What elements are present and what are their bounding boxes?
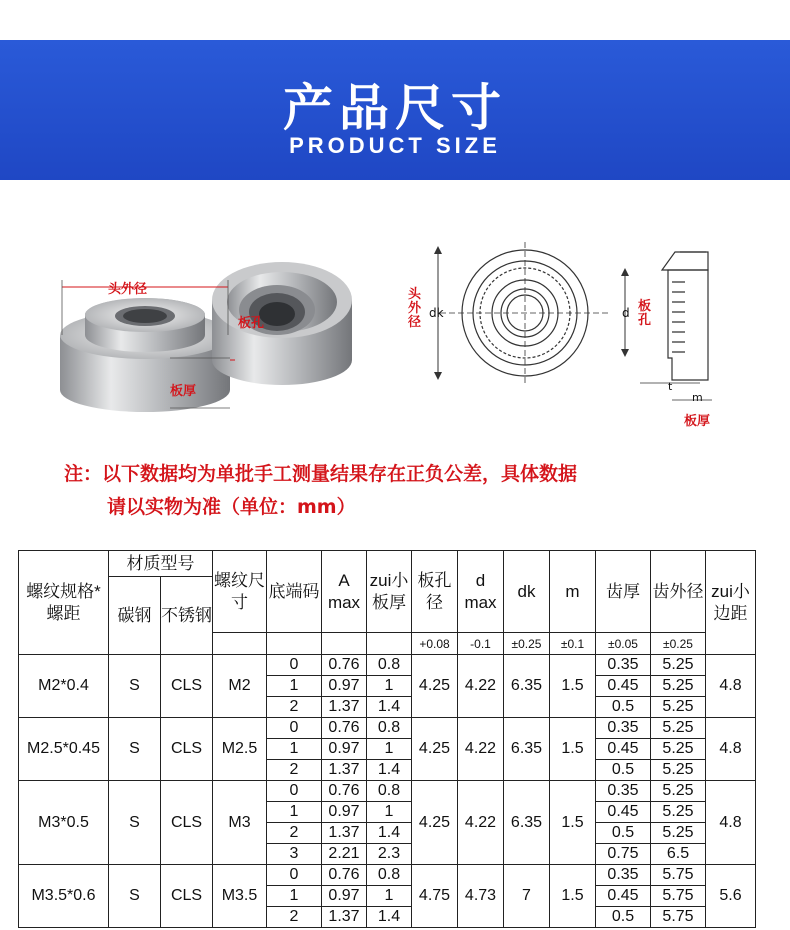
cell-tooth-od: 5.25 (651, 760, 706, 781)
cell-code: 2 (267, 697, 322, 718)
tol-dk: ±0.25 (504, 633, 550, 655)
cell-dk: 6.35 (504, 655, 550, 718)
cell-tooth-thick: 0.5 (596, 907, 651, 928)
cell-tooth-od: 5.25 (651, 781, 706, 802)
cell-code: 3 (267, 844, 322, 865)
cell-a-max: 2.21 (322, 844, 367, 865)
cell-tooth-thick: 0.35 (596, 718, 651, 739)
cell-d: 4.22 (458, 718, 504, 781)
cell-tooth-thick: 0.5 (596, 697, 651, 718)
cell-tooth-thick: 0.45 (596, 802, 651, 823)
cell-a-max: 0.76 (322, 655, 367, 676)
header-stainless: 不锈钢 (161, 577, 213, 655)
cell-tooth-od: 5.25 (651, 823, 706, 844)
cell-code: 1 (267, 676, 322, 697)
cell-min-plate: 0.8 (367, 781, 412, 802)
diagram-label-plate-hole: 板孔 (638, 299, 652, 328)
cell-min-plate: 0.8 (367, 718, 412, 739)
cell-hole: 4.25 (412, 655, 458, 718)
cell-a-max: 0.97 (322, 886, 367, 907)
cell-min-plate: 1 (367, 676, 412, 697)
label-plate-thickness: 板厚 (170, 384, 197, 399)
diagram-label-head-diameter: 头外径 (408, 287, 422, 330)
cell-a-max: 0.97 (322, 676, 367, 697)
cell-tooth-od: 6.5 (651, 844, 706, 865)
cell-spec: M2.5*0.45 (19, 718, 109, 781)
cell-carbon: S (109, 655, 161, 718)
cell-min-plate: 1.4 (367, 907, 412, 928)
page-title: 产品尺寸 (283, 79, 507, 137)
diagram-label-m: m (692, 391, 703, 404)
cell-carbon: S (109, 781, 161, 865)
tol-tooth-thick: ±0.05 (596, 633, 651, 655)
cell-stainless: CLS (161, 781, 213, 865)
header-hole: 板孔径 (412, 551, 458, 633)
cell-a-max: 1.37 (322, 760, 367, 781)
cell-tooth-thick: 0.35 (596, 781, 651, 802)
cell-code: 2 (267, 760, 322, 781)
cell-thread: M2 (213, 655, 267, 718)
cell-code: 1 (267, 802, 322, 823)
tol-d: -0.1 (458, 633, 504, 655)
cell-min-plate: 1.4 (367, 697, 412, 718)
cell-d: 4.73 (458, 865, 504, 928)
page-subtitle: PRODUCT SIZE (289, 133, 501, 158)
header-bottom-code: 底端码 (267, 551, 322, 633)
cell-tooth-od: 5.25 (651, 718, 706, 739)
cell-carbon: S (109, 718, 161, 781)
header-material: 材质型号 (109, 551, 213, 577)
cell-a-max: 0.76 (322, 865, 367, 886)
cell-code: 2 (267, 907, 322, 928)
cell-tooth-od: 5.75 (651, 886, 706, 907)
header-thread-spec: 螺纹规格*螺距 (19, 551, 109, 655)
cell-min-plate: 1.4 (367, 823, 412, 844)
cell-tooth-od: 5.25 (651, 676, 706, 697)
diagram-label-plate-thickness: 板厚 (684, 414, 711, 429)
cell-code: 0 (267, 718, 322, 739)
label-plate-hole: 板孔 (238, 316, 265, 331)
cell-min-plate: 1.4 (367, 760, 412, 781)
cell-m: 1.5 (550, 781, 596, 865)
cell-m: 1.5 (550, 865, 596, 928)
cell-m: 1.5 (550, 655, 596, 718)
cell-dk: 7 (504, 865, 550, 928)
header-thread-size: 螺纹尺寸 (213, 551, 267, 633)
cell-tooth-thick: 0.35 (596, 865, 651, 886)
cell-a-max: 1.37 (322, 697, 367, 718)
cell-a-max: 1.37 (322, 907, 367, 928)
tol-blank-plate (367, 633, 412, 655)
cell-a-max: 0.76 (322, 718, 367, 739)
header-carbon-steel: 碳钢 (109, 577, 161, 655)
cell-tooth-od: 5.25 (651, 802, 706, 823)
cell-hole: 4.75 (412, 865, 458, 928)
tol-hole: +0.08 (412, 633, 458, 655)
cell-tooth-thick: 0.45 (596, 676, 651, 697)
cell-min-plate: 0.8 (367, 655, 412, 676)
tol-tooth-od: ±0.25 (651, 633, 706, 655)
spec-table (18, 550, 756, 928)
cell-stainless: CLS (161, 718, 213, 781)
header-min-plate: zui小板厚 (367, 551, 412, 633)
cell-d: 4.22 (458, 781, 504, 865)
diagram-label-d: d (622, 306, 630, 320)
cell-code: 0 (267, 655, 322, 676)
header-dk: dk (504, 551, 550, 633)
technical-diagram (400, 240, 750, 440)
table-row (19, 781, 756, 802)
cell-thread: M2.5 (213, 718, 267, 781)
diagram-label-dk: dk (429, 306, 444, 320)
cell-tooth-thick: 0.45 (596, 886, 651, 907)
label-head-diameter: 头外径 (108, 282, 148, 297)
cell-spec: M3.5*0.6 (19, 865, 109, 928)
cell-spec: M3*0.5 (19, 781, 109, 865)
cell-stainless: CLS (161, 865, 213, 928)
cell-code: 0 (267, 865, 322, 886)
cell-min-edge: 4.8 (706, 655, 756, 718)
cell-min-edge: 4.8 (706, 718, 756, 781)
cell-tooth-thick: 0.45 (596, 739, 651, 760)
cell-tooth-thick: 0.75 (596, 844, 651, 865)
cell-tooth-od: 5.75 (651, 907, 706, 928)
measurement-note (64, 458, 764, 524)
header-min-edge: zui小边距 (706, 551, 756, 655)
header-tooth-thick: 齿厚 (596, 551, 651, 633)
header-d-max: d max (458, 551, 504, 633)
tol-blank-a (322, 633, 367, 655)
cell-tooth-thick: 0.5 (596, 823, 651, 844)
cell-code: 1 (267, 739, 322, 760)
cell-tooth-od: 5.25 (651, 739, 706, 760)
cell-tooth-thick: 0.5 (596, 760, 651, 781)
cell-min-edge: 5.6 (706, 865, 756, 928)
cell-tooth-thick: 0.35 (596, 655, 651, 676)
cell-stainless: CLS (161, 655, 213, 718)
cell-dk: 6.35 (504, 781, 550, 865)
cell-tooth-od: 5.25 (651, 697, 706, 718)
cell-a-max: 0.97 (322, 739, 367, 760)
cell-thread: M3 (213, 781, 267, 865)
cell-min-edge: 4.8 (706, 781, 756, 865)
table-row (19, 865, 756, 886)
cell-min-plate: 1 (367, 802, 412, 823)
note-line-1: 注：以下数据均为单批手工测量结果存在正负公差，具体数据 (64, 463, 578, 485)
tol-m: ±0.1 (550, 633, 596, 655)
header-m: m (550, 551, 596, 633)
product-photos (40, 240, 370, 430)
cell-hole: 4.25 (412, 781, 458, 865)
cell-min-plate: 1 (367, 739, 412, 760)
cell-min-plate: 2.3 (367, 844, 412, 865)
cell-a-max: 0.97 (322, 802, 367, 823)
cell-d: 4.22 (458, 655, 504, 718)
cell-thread: M3.5 (213, 865, 267, 928)
header-a-max: A max (322, 551, 367, 633)
tol-blank-thread (213, 633, 267, 655)
cell-m: 1.5 (550, 718, 596, 781)
nut-photo-illustration (40, 240, 370, 430)
header-banner (0, 40, 790, 180)
cell-code: 2 (267, 823, 322, 844)
cell-spec: M2*0.4 (19, 655, 109, 718)
tol-blank-code (267, 633, 322, 655)
cell-a-max: 0.76 (322, 781, 367, 802)
cell-code: 1 (267, 886, 322, 907)
cell-dk: 6.35 (504, 718, 550, 781)
cell-tooth-od: 5.75 (651, 865, 706, 886)
diagram-label-t: t (668, 380, 673, 393)
cell-a-max: 1.37 (322, 823, 367, 844)
table-row (19, 718, 756, 739)
cell-min-plate: 1 (367, 886, 412, 907)
table-row (19, 655, 756, 676)
cell-min-plate: 0.8 (367, 865, 412, 886)
cell-hole: 4.25 (412, 718, 458, 781)
cell-tooth-od: 5.25 (651, 655, 706, 676)
cell-carbon: S (109, 865, 161, 928)
cell-code: 0 (267, 781, 322, 802)
header-tooth-od: 齿外径 (651, 551, 706, 633)
note-line-2: 请以实物为准（单位：mm） (107, 496, 356, 518)
